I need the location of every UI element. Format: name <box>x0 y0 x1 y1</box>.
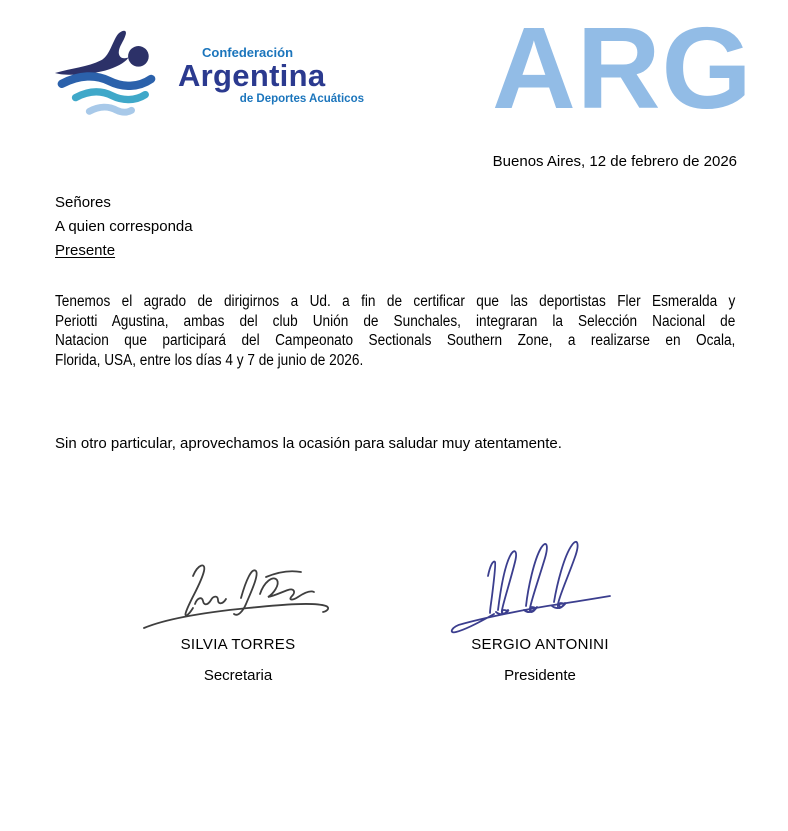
body-line: Tenemos el agrado de dirigirnos a Ud. a fin de certificar que las deportistas Fler Esmeralda y <box>55 293 736 310</box>
handwritten-signature-sergio-icon <box>450 538 630 634</box>
organization-name <box>178 26 364 106</box>
body-line: Natacion que participará del Campeonato Sectionals Southern Zone, a realizarse en Ocala, <box>55 332 736 349</box>
body-line: Periotti Agustina, ambas del club Unión de Sunchales, integraran la Selección Nacional de <box>55 312 736 330</box>
body-paragraph <box>55 292 735 370</box>
date-line: Buenos Aires, 12 de febrero de 2026 <box>492 153 737 170</box>
org-name-bottom: de Deportes Acuáticos <box>239 92 364 105</box>
recipient-addressee: A quien corresponda <box>55 218 193 235</box>
signatory-name: SERGIO ANTONINI <box>471 636 609 653</box>
org-name-top: Confederación <box>202 45 294 60</box>
signature-block-presidente <box>420 538 660 684</box>
org-name-main: Argentina <box>178 58 326 94</box>
signatory-title: Presidente <box>504 667 576 684</box>
recipient-salutation: Señores <box>55 194 111 211</box>
body-line: Florida, USA, entre los días 4 y 7 de junio de 2026. <box>55 351 364 369</box>
recipient-block <box>55 191 193 263</box>
signatory-name: SILVIA TORRES <box>180 636 296 653</box>
signature-block-secretaria <box>118 556 358 684</box>
closing-line: Sin otro particular, aprovechamos la ocasión para saludar muy atentamente. <box>55 435 562 452</box>
swimmer-waves-icon <box>52 26 160 124</box>
handwritten-signature-silvia-icon <box>138 556 338 634</box>
signatory-title: Secretaria <box>203 667 273 684</box>
organization-logo <box>52 26 364 124</box>
recipient-presente: Presente <box>55 242 116 259</box>
country-code-watermark: ARG <box>492 3 753 133</box>
